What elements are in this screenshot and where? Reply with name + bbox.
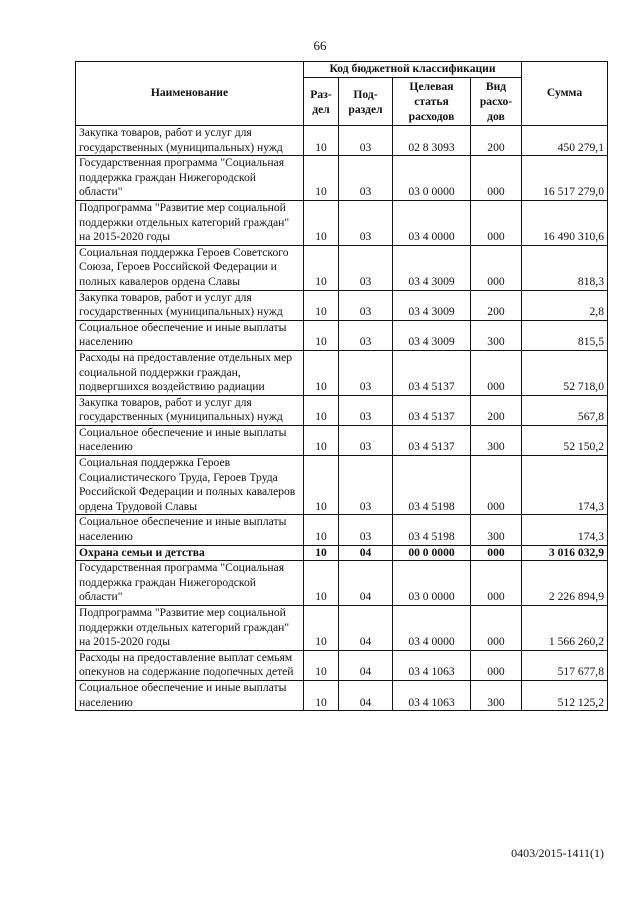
row-subsection: 03	[339, 456, 393, 515]
row-sum: 2 226 894,9	[522, 561, 608, 606]
row-sum: 450 279,1	[522, 126, 608, 156]
row-target-article: 03 4 0000	[393, 200, 471, 245]
table-row	[76, 290, 608, 320]
row-subsection: 03	[339, 350, 393, 395]
row-target-article: 03 4 5137	[393, 395, 471, 425]
table-row	[76, 456, 608, 515]
row-target-article: 03 4 1063	[393, 650, 471, 680]
table-row	[76, 126, 608, 156]
table-row	[76, 680, 608, 710]
row-expense-type: 000	[471, 200, 522, 245]
header-target-article: Целевая статья расходов	[393, 78, 471, 126]
row-expense-type: 300	[471, 320, 522, 350]
row-subsection: 03	[339, 126, 393, 156]
row-target-article: 03 4 5198	[393, 515, 471, 545]
table-row	[76, 156, 608, 201]
row-expense-type: 300	[471, 425, 522, 455]
header-expense-type: Вид расхо- дов	[471, 78, 522, 126]
row-target-article: 03 4 5137	[393, 350, 471, 395]
row-section: 10	[304, 545, 339, 561]
row-target-article: 03 4 3009	[393, 290, 471, 320]
row-section: 10	[304, 320, 339, 350]
header-subsection: Под- раздел	[339, 78, 393, 126]
row-target-article: 03 4 3009	[393, 320, 471, 350]
row-subsection: 03	[339, 425, 393, 455]
row-name: Расходы на предоставление отдельных мер социальной поддержки граждан, подвергшихся воздействию радиации	[76, 350, 304, 395]
row-sum: 174,3	[522, 456, 608, 515]
row-expense-type: 000	[471, 350, 522, 395]
row-section: 10	[304, 126, 339, 156]
row-sum: 52 150,2	[522, 425, 608, 455]
row-expense-type: 200	[471, 126, 522, 156]
table-row	[76, 650, 608, 680]
row-name: Социальная поддержка Героев Советского Союза, Героев Российской Федерации и полных кавалеров ордена Славы	[76, 245, 304, 290]
row-expense-type: 000	[471, 650, 522, 680]
row-subsection: 04	[339, 680, 393, 710]
row-target-article: 03 4 0000	[393, 606, 471, 651]
budget-table	[75, 61, 608, 711]
row-section: 10	[304, 456, 339, 515]
row-subsection: 04	[339, 545, 393, 561]
row-sum: 512 125,2	[522, 680, 608, 710]
row-name: Социальное обеспечение и иные выплаты населению	[76, 515, 304, 545]
row-target-article: 00 0 0000	[393, 545, 471, 561]
row-section: 10	[304, 245, 339, 290]
table-row	[76, 561, 608, 606]
row-sum: 52 718,0	[522, 350, 608, 395]
row-sum: 815,5	[522, 320, 608, 350]
row-name: Государственная программа "Социальная поддержка граждан Нижегородской области"	[76, 561, 304, 606]
row-sum: 1 566 260,2	[522, 606, 608, 651]
table-row	[76, 320, 608, 350]
row-expense-type: 000	[471, 606, 522, 651]
row-sum: 16 517 279,0	[522, 156, 608, 201]
row-name: Социальное обеспечение и иные выплаты населению	[76, 680, 304, 710]
row-name: Подпрограмма "Развитие мер социальной поддержки отдельных категорий граждан" на 2015-2020 годы	[76, 200, 304, 245]
row-expense-type: 000	[471, 156, 522, 201]
table-row	[76, 606, 608, 651]
row-name: Социальное обеспечение и иные выплаты населению	[76, 320, 304, 350]
row-sum: 174,3	[522, 515, 608, 545]
row-subsection: 04	[339, 606, 393, 651]
table-row	[76, 545, 608, 561]
row-expense-type: 000	[471, 545, 522, 561]
row-subsection: 03	[339, 515, 393, 545]
header-classification-code: Код бюджетной классификации	[304, 62, 522, 78]
row-name: Закупка товаров, работ и услуг для государственных (муниципальных) нужд	[76, 126, 304, 156]
row-section: 10	[304, 515, 339, 545]
row-subsection: 03	[339, 245, 393, 290]
row-subsection: 03	[339, 395, 393, 425]
row-subsection: 04	[339, 650, 393, 680]
header-name: Наименование	[76, 62, 304, 126]
row-sum: 16 490 310,6	[522, 200, 608, 245]
row-section: 10	[304, 156, 339, 201]
row-name: Закупка товаров, работ и услуг для государственных (муниципальных) нужд	[76, 290, 304, 320]
row-sum: 517 677,8	[522, 650, 608, 680]
row-subsection: 03	[339, 200, 393, 245]
row-section: 10	[304, 606, 339, 651]
row-target-article: 03 4 5198	[393, 456, 471, 515]
row-section: 10	[304, 680, 339, 710]
row-subsection: 04	[339, 561, 393, 606]
header-sum: Сумма	[522, 62, 608, 126]
row-subsection: 03	[339, 290, 393, 320]
row-expense-type: 200	[471, 395, 522, 425]
row-expense-type: 300	[471, 680, 522, 710]
row-subsection: 03	[339, 320, 393, 350]
header-section: Раз- дел	[304, 78, 339, 126]
row-expense-type: 200	[471, 290, 522, 320]
table-body	[76, 126, 608, 711]
row-target-article: 03 4 5137	[393, 425, 471, 455]
row-expense-type: 300	[471, 515, 522, 545]
row-sum: 3 016 032,9	[522, 545, 608, 561]
row-expense-type: 000	[471, 561, 522, 606]
table-row	[76, 395, 608, 425]
row-target-article: 03 4 1063	[393, 680, 471, 710]
row-name: Закупка товаров, работ и услуг для государственных (муниципальных) нужд	[76, 395, 304, 425]
row-section: 10	[304, 290, 339, 320]
row-section: 10	[304, 200, 339, 245]
row-section: 10	[304, 350, 339, 395]
row-section: 10	[304, 425, 339, 455]
row-subsection: 03	[339, 156, 393, 201]
row-target-article: 03 0 0000	[393, 156, 471, 201]
table-row	[76, 245, 608, 290]
table-row	[76, 350, 608, 395]
row-name: Подпрограмма "Развитие мер социальной поддержки отдельных категорий граждан" на 2015-2020 годы	[76, 606, 304, 651]
row-section: 10	[304, 561, 339, 606]
row-target-article: 03 0 0000	[393, 561, 471, 606]
row-target-article: 03 4 3009	[393, 245, 471, 290]
table-row	[76, 425, 608, 455]
row-name: Социальная поддержка Героев Социалистического Труда, Героев Труда Российской Федерации и полных кавалеров ордена Трудовой Славы	[76, 456, 304, 515]
row-target-article: 02 8 3093	[393, 126, 471, 156]
row-sum: 818,3	[522, 245, 608, 290]
page-number: 66	[313, 38, 327, 53]
table-row	[76, 515, 608, 545]
row-expense-type: 000	[471, 245, 522, 290]
row-expense-type: 000	[471, 456, 522, 515]
row-name: Государственная программа "Социальная поддержка граждан Нижегородской области"	[76, 156, 304, 201]
row-name: Социальное обеспечение и иные выплаты населению	[76, 425, 304, 455]
table-row	[76, 200, 608, 245]
row-name: Расходы на предоставление выплат семьям опекунов на содержание подопечных детей	[76, 650, 304, 680]
document-code: 0403/2015-1411(1)	[511, 846, 604, 860]
row-section: 10	[304, 650, 339, 680]
row-section: 10	[304, 395, 339, 425]
row-sum: 567,8	[522, 395, 608, 425]
row-sum: 2,8	[522, 290, 608, 320]
row-name: Охрана семьи и детства	[76, 545, 304, 561]
